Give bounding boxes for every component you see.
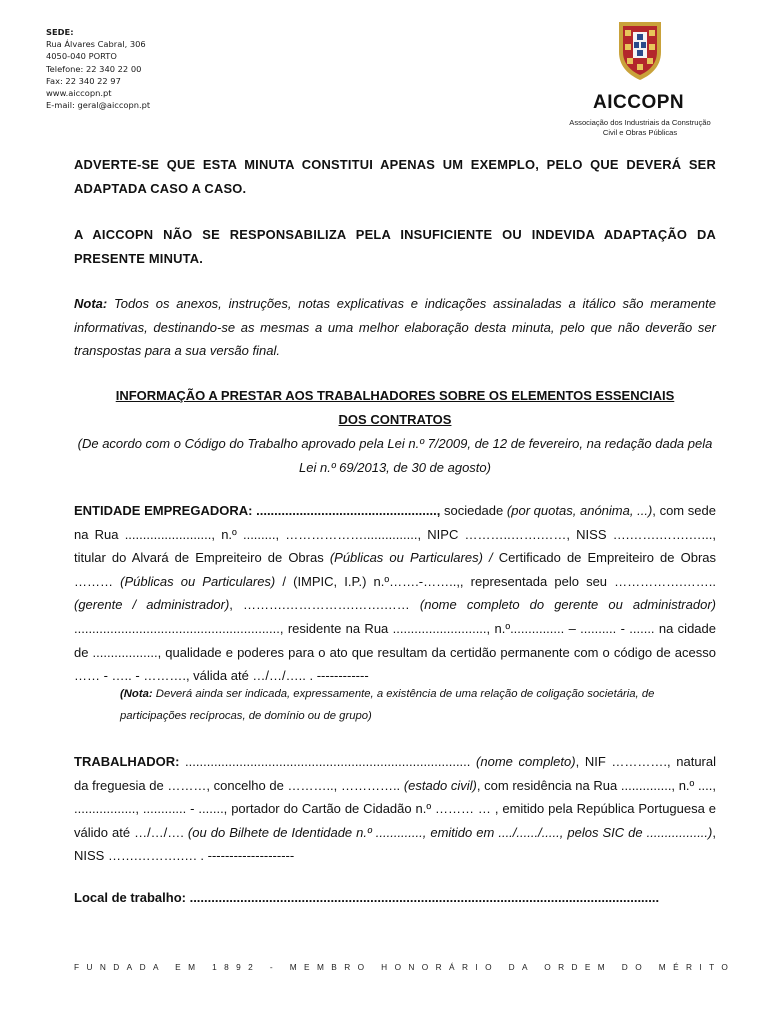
sede-street: Rua Álvares Cabral, 306 [46, 39, 146, 50]
entidade-text-1: sociedade [440, 503, 507, 518]
trabalhador-label: TRABALHADOR: [74, 754, 180, 769]
sede-postal: 4050-040 PORTO [46, 51, 117, 62]
sede-phone: Telefone: 22 340 22 00 [46, 63, 142, 74]
entidade-label: ENTIDADE EMPREGADORA: .................................................., [74, 503, 441, 518]
coligacao-note [120, 684, 716, 727]
sede-email: E-mail: geral@aiccopn.pt [46, 100, 151, 111]
entidade-italic-2: (Públicas ou Particulares) / [329, 550, 493, 566]
trabalhador-italic-1: (nome completo) [476, 754, 576, 769]
sede-title: SEDE: [46, 27, 74, 37]
entidade-text-4: / (IMPIC, I.P.) n.º…….-……..,, representada pelo seu …………….…….. [275, 573, 716, 589]
local-trabalho-line [74, 890, 716, 905]
sede-address-block [46, 26, 150, 111]
brand-subtitle-line-1: Associação dos Industriais da Construção [569, 118, 711, 127]
warning-example: ADVERTE-SE QUE ESTA MINUTA CONSTITUI APENAS UM EXEMPLO, PELO QUE DEVERÁ SER ADAPTADA CASO A CASO. [74, 157, 716, 196]
local-trabalho-dots: .................................................................................................................................. [185, 890, 660, 905]
document-title [74, 384, 716, 432]
coligacao-note-text: Deverá ainda ser indicada, expressamente, a existência de uma relação de coligação societária, de participações recíprocas, de domínio ou de grupo) [120, 688, 655, 722]
entidade-text-3: Certificado de Empreiteiro de Obras ……… [74, 550, 717, 589]
footer-motto: FUNDADA EM 1892 - MEMBRO HONORÁRIO DA ORDEM DO MÉRITO [74, 962, 736, 972]
entidade-italic-3: (Públicas ou Particulares) [120, 573, 276, 589]
entidade-italic-1: (por quotas, anónima, ...) [506, 503, 653, 518]
brand-name: AICCOPN [593, 92, 685, 113]
entidade-italic-4: (gerente / administrador) [74, 597, 230, 613]
warning-responsibility: A AICCOPN NÃO SE RESPONSABILIZA PELA INSUFICIENTE OU INDEVIDA ADAPTAÇÃO DA PRESENTE MINUTA. [74, 227, 716, 266]
brand-subtitle-line-2: Civil e Obras Públicas [602, 128, 678, 137]
local-trabalho-label: Local de trabalho: [74, 890, 186, 905]
aiccopn-crest-logo-icon [560, 18, 720, 82]
sede-fax: Fax: 22 340 22 97 [46, 75, 121, 86]
entidade-text-5: , ……….…………….…….…… [229, 597, 420, 613]
entidade-paragraph [74, 499, 716, 688]
brand-subtitle [560, 118, 720, 138]
trabalhador-text-4: , NISS …….……….…. . -------------------- [74, 824, 716, 864]
document-title-line-2: DOS CONTRATOS [338, 412, 452, 427]
document-title-line-1: INFORMAÇÃO A PRESTAR AOS TRABALHADORES SOBRE OS ELEMENTOS ESSENCIAIS [115, 388, 675, 403]
coligacao-note-label: (Nota: [120, 688, 153, 700]
nota-text: Todos os anexos, instruções, notas explicativas e indicações assinaladas a itálico são meramente informativas, destinando-se as mesmas a uma melhor elaboração desta minuta, pelo que não deverão ser transpostas para a sua versão final. [74, 296, 716, 358]
entidade-italic-5: (nome completo do gerente ou administrador) [419, 597, 716, 613]
nota-label: Nota: [74, 296, 108, 311]
entidade-text-6: ........................................................., residente na Rua .........................., n.º............... – .......... - ....... na cidade de .................., qualidade e poderes para o ato que resultam da certidão permanente com o código de acesso …… - ….. - ………., válida até …/…/….. . ------------ [74, 620, 716, 684]
trabalhador-text-2: , NIF …………., natural da freguesia de ………, concelho de ……….., ………….. [74, 754, 716, 793]
entidade-text-2: , com sede na Rua ........................, n.º ........., ………………..............., NIPC ………..…….……, NISS ….…….…….…..., titular do Alvará de Empreiteiro de Obras [74, 503, 716, 566]
trabalhador-italic-2: (estado civil) [403, 777, 477, 793]
document-subtitle: (De acordo com o Código do Trabalho aprovado pela Lei n.º 7/2009, de 12 de fevereiro, na redação dada pela Lei n.º 69/2013, de 30 de agosto) [77, 436, 713, 475]
trabalhador-italic-3: (ou do Bilhete de Identidade n.º ............., emitido em ..../....../....., pelos SIC de .................) [187, 824, 713, 840]
sede-website: www.aiccopn.pt [46, 88, 112, 99]
trabalhador-text-3: , com residência na Rua .............., n.º ...., ................., ............ - ......., portador do Cartão de Cidadão n.º ……… … , emitido pela República Portuguesa e válido até …/…/…. [74, 777, 717, 840]
trabalhador-paragraph [74, 750, 716, 868]
nota-paragraph [74, 292, 716, 363]
trabalhador-text-1: ............................................................................... [179, 754, 477, 769]
